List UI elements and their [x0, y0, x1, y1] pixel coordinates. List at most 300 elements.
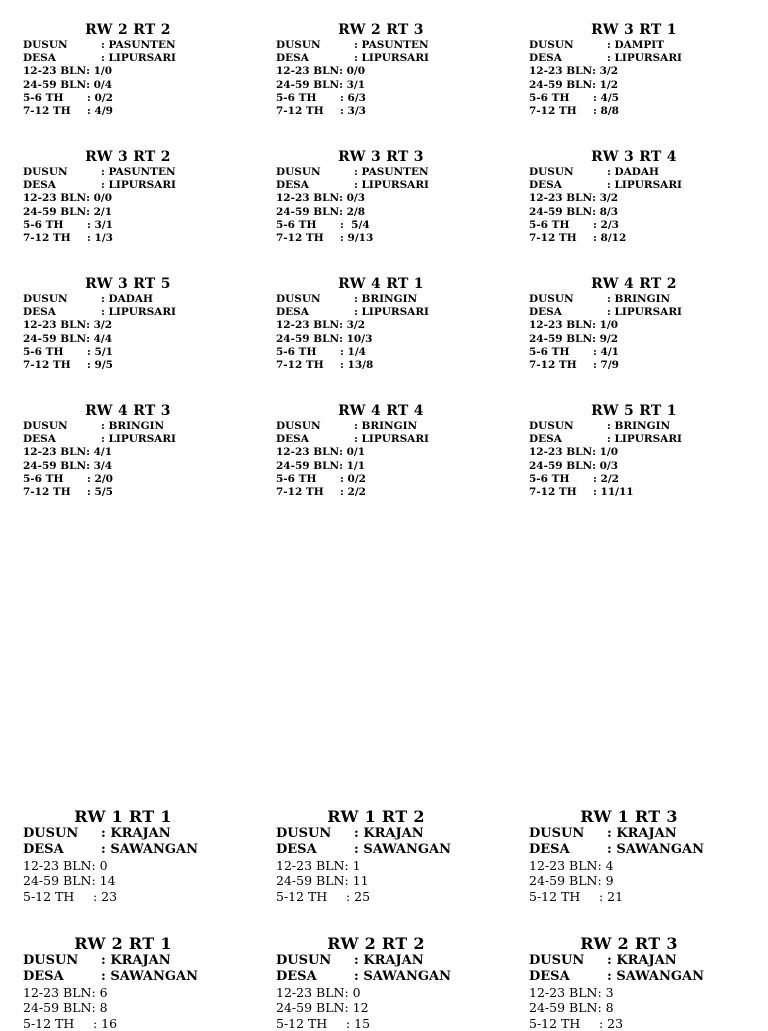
- card-title: RW 3 RT 3: [338, 149, 424, 165]
- age-24-59-row: [23, 873, 263, 888]
- desa-label: DESA: [23, 52, 56, 65]
- dusun-label: DUSUN: [529, 953, 585, 968]
- dusun-label: DUSUN: [276, 293, 321, 305]
- age-12-23-row: [23, 446, 263, 459]
- age-12-23-label: 12-23 BLN: [23, 65, 87, 78]
- desa-value: : SAWANGAN: [101, 842, 198, 857]
- age-7-12-label: 7-12 TH: [529, 359, 577, 372]
- age-5-12-value: : 16: [93, 1015, 118, 1031]
- dusun-row: [23, 420, 263, 433]
- age-12-23-label: 12-23 BLN: [276, 319, 340, 332]
- desa-value: : LIPURSARI: [607, 433, 682, 446]
- dusun-row: [529, 166, 768, 179]
- age-7-12-label: 7-12 TH: [276, 105, 324, 118]
- age-5-6-label: 5-6 TH: [276, 218, 317, 231]
- age-7-12-value: : 9/13: [340, 232, 374, 245]
- age-5-12-value: : 23: [599, 1015, 624, 1031]
- age-24-59-value: : 1/2: [592, 78, 619, 91]
- age-7-12-value: : 3/3: [340, 105, 366, 118]
- age-24-59-label: 24-59 BLN: [276, 873, 345, 889]
- dusun-label: DUSUN: [23, 953, 79, 968]
- age-7-12-value: : 8/8: [593, 105, 619, 118]
- age-24-59-row: [276, 79, 516, 92]
- age-7-12-label: 7-12 TH: [529, 232, 577, 245]
- rw-rt-card: [529, 807, 768, 904]
- rw-rt-card: [23, 22, 263, 118]
- dusun-row: [23, 953, 263, 969]
- age-7-12-label: 7-12 TH: [276, 232, 324, 245]
- desa-row: [529, 179, 768, 192]
- age-12-23-row: [23, 192, 263, 205]
- age-5-6-label: 5-6 TH: [23, 472, 64, 485]
- age-5-6-label: 5-6 TH: [23, 218, 64, 231]
- age-24-59-label: 24-59 BLN: [529, 459, 593, 472]
- age-5-6-row: [276, 346, 516, 359]
- age-12-23-label: 12-23 BLN: [529, 319, 593, 332]
- age-24-59-row: [23, 206, 263, 219]
- desa-label: DESA: [529, 179, 562, 192]
- age-7-12-row: [529, 359, 768, 372]
- age-12-23-value: : 3/2: [592, 192, 619, 205]
- age-5-12-label: 5-12 TH: [529, 1015, 581, 1031]
- age-5-6-value: : 3/1: [87, 218, 113, 231]
- age-24-59-value: : 2/8: [339, 205, 366, 218]
- age-7-12-row: [23, 359, 263, 372]
- dusun-label: DUSUN: [276, 166, 321, 178]
- age-5-6-value: : 2/0: [87, 472, 113, 485]
- age-5-6-label: 5-6 TH: [23, 345, 64, 358]
- age-7-12-label: 7-12 TH: [23, 105, 71, 118]
- age-12-23-value: : 4/1: [86, 446, 113, 459]
- age-24-59-value: : 2/1: [86, 205, 113, 218]
- desa-value: : LIPURSARI: [607, 52, 682, 65]
- age-7-12-row: [276, 486, 516, 499]
- age-24-59-label: 24-59 BLN: [276, 78, 340, 91]
- age-12-23-value: : 6: [91, 985, 108, 1000]
- age-24-59-value: : 8/3: [592, 205, 619, 218]
- age-7-12-row: [276, 359, 516, 372]
- desa-label: DESA: [529, 842, 570, 857]
- age-12-23-row: [529, 65, 768, 78]
- dusun-label: DUSUN: [529, 420, 574, 432]
- age-5-6-label: 5-6 TH: [529, 472, 570, 485]
- desa-label: DESA: [529, 52, 562, 65]
- age-5-12-value: : 23: [93, 888, 118, 904]
- age-12-23-value: : 3/2: [339, 319, 366, 332]
- age-5-12-row: [529, 889, 768, 904]
- age-12-23-row: [529, 192, 768, 205]
- desa-row: [529, 969, 768, 985]
- age-7-12-row: [23, 486, 263, 499]
- desa-row: [529, 433, 768, 446]
- age-5-12-value: : 25: [346, 888, 371, 904]
- card-title: RW 2 RT 2: [327, 934, 425, 953]
- age-5-6-row: [276, 92, 516, 105]
- age-12-23-row: [529, 446, 768, 459]
- desa-label: DESA: [23, 306, 56, 319]
- desa-label: DESA: [23, 179, 56, 192]
- desa-value: : LIPURSARI: [101, 179, 176, 192]
- dusun-value: : KRAJAN: [607, 953, 677, 968]
- age-7-12-value: : 13/8: [340, 359, 374, 372]
- age-24-59-label: 24-59 BLN: [529, 873, 598, 889]
- desa-row: [276, 969, 516, 985]
- age-24-59-row: [529, 206, 768, 219]
- dusun-value: : BRINGIN: [607, 293, 671, 305]
- dusun-value: : KRAJAN: [101, 826, 171, 841]
- dusun-value: : BRINGIN: [354, 420, 418, 432]
- age-24-59-label: 24-59 BLN: [276, 205, 340, 218]
- age-12-23-label: 12-23 BLN: [23, 858, 92, 873]
- age-7-12-value: : 8/12: [593, 232, 627, 245]
- age-5-12-row: [529, 1016, 768, 1031]
- dusun-label: DUSUN: [23, 420, 68, 432]
- age-5-6-value: : 2/3: [593, 218, 619, 231]
- age-24-59-label: 24-59 BLN: [276, 459, 340, 472]
- age-24-59-row: [276, 460, 516, 473]
- dusun-label: DUSUN: [23, 39, 68, 51]
- desa-row: [529, 52, 768, 65]
- age-24-59-value: : 0/3: [592, 459, 619, 472]
- age-12-23-value: : 3/2: [592, 65, 619, 78]
- dusun-row: [276, 293, 516, 306]
- rw-rt-card: [276, 276, 516, 372]
- age-24-59-row: [23, 1000, 263, 1015]
- dusun-row: [23, 166, 263, 179]
- age-12-23-label: 12-23 BLN: [23, 192, 87, 205]
- card-title: RW 4 RT 2: [591, 276, 677, 292]
- card-title: RW 2 RT 2: [85, 22, 171, 38]
- dusun-value: : PASUNTEN: [354, 39, 429, 51]
- age-12-23-label: 12-23 BLN: [276, 446, 340, 459]
- card-title: RW 3 RT 4: [591, 149, 677, 165]
- rw-rt-card: [276, 149, 516, 245]
- age-5-12-row: [23, 1016, 263, 1031]
- age-7-12-label: 7-12 TH: [23, 486, 71, 499]
- dusun-value: : KRAJAN: [354, 953, 424, 968]
- age-12-23-row: [276, 65, 516, 78]
- desa-label: DESA: [276, 842, 317, 857]
- dusun-row: [529, 953, 768, 969]
- age-24-59-row: [23, 333, 263, 346]
- age-12-23-row: [23, 65, 263, 78]
- age-5-6-row: [23, 92, 263, 105]
- desa-row: [23, 842, 263, 858]
- age-24-59-value: : 4/4: [86, 332, 113, 345]
- age-12-23-label: 12-23 BLN: [529, 985, 598, 1000]
- dusun-value: : BRINGIN: [101, 420, 165, 432]
- desa-label: DESA: [276, 52, 309, 65]
- desa-label: DESA: [529, 433, 562, 446]
- age-12-23-value: : 3/2: [86, 319, 113, 332]
- age-24-59-row: [529, 333, 768, 346]
- age-12-23-row: [276, 985, 516, 1000]
- age-7-12-row: [276, 105, 516, 118]
- age-12-23-row: [529, 985, 768, 1000]
- age-12-23-label: 12-23 BLN: [23, 985, 92, 1000]
- age-12-23-value: : 0: [91, 858, 108, 873]
- age-7-12-row: [23, 105, 263, 118]
- age-24-59-label: 24-59 BLN: [276, 1000, 345, 1016]
- desa-value: : LIPURSARI: [101, 52, 176, 65]
- age-7-12-value: : 9/5: [87, 359, 113, 372]
- age-5-6-value: : 1/4: [340, 345, 366, 358]
- age-24-59-value: : 1/1: [339, 459, 366, 472]
- age-24-59-value: : 12: [344, 1000, 369, 1016]
- age-5-6-row: [276, 473, 516, 486]
- card-title: RW 3 RT 2: [85, 149, 171, 165]
- age-24-59-label: 24-59 BLN: [23, 205, 87, 218]
- dusun-value: : BRINGIN: [354, 293, 418, 305]
- age-24-59-value: : 10/3: [339, 332, 373, 345]
- desa-value: : SAWANGAN: [354, 969, 451, 984]
- desa-value: : LIPURSARI: [607, 179, 682, 192]
- age-5-6-row: [23, 219, 263, 232]
- age-24-59-row: [529, 460, 768, 473]
- desa-row: [23, 306, 263, 319]
- dusun-label: DUSUN: [529, 166, 574, 178]
- age-12-23-row: [276, 192, 516, 205]
- age-7-12-label: 7-12 TH: [276, 359, 324, 372]
- age-5-6-value: : 4/5: [593, 91, 619, 104]
- desa-row: [276, 433, 516, 446]
- desa-label: DESA: [276, 969, 317, 984]
- age-5-6-value: : 2/2: [593, 472, 619, 485]
- age-7-12-value: : 1/3: [87, 232, 113, 245]
- age-5-6-label: 5-6 TH: [529, 91, 570, 104]
- age-24-59-label: 24-59 BLN: [529, 78, 593, 91]
- rw-rt-card: [276, 934, 516, 1031]
- desa-row: [276, 179, 516, 192]
- age-7-12-value: : 2/2: [340, 486, 366, 499]
- desa-label: DESA: [276, 306, 309, 319]
- desa-row: [276, 306, 516, 319]
- age-24-59-row: [276, 206, 516, 219]
- age-12-23-value: : 4: [597, 858, 614, 873]
- age-12-23-label: 12-23 BLN: [276, 858, 345, 873]
- age-12-23-value: : 1/0: [86, 65, 113, 78]
- age-24-59-row: [529, 1000, 768, 1015]
- dusun-value: : KRAJAN: [354, 826, 424, 841]
- age-24-59-value: : 3/1: [339, 78, 366, 91]
- age-24-59-label: 24-59 BLN: [529, 332, 593, 345]
- dusun-row: [23, 826, 263, 842]
- dusun-label: DUSUN: [276, 953, 332, 968]
- age-7-12-value: : 4/9: [87, 105, 113, 118]
- desa-label: DESA: [529, 969, 570, 984]
- card-title: RW 2 RT 1: [74, 934, 172, 953]
- desa-row: [23, 433, 263, 446]
- age-5-6-label: 5-6 TH: [529, 218, 570, 231]
- age-5-6-row: [276, 219, 516, 232]
- rw-rt-card: [23, 934, 263, 1031]
- age-12-23-label: 12-23 BLN: [276, 65, 340, 78]
- age-24-59-row: [276, 333, 516, 346]
- age-5-6-label: 5-6 TH: [276, 345, 317, 358]
- desa-label: DESA: [23, 969, 64, 984]
- age-7-12-label: 7-12 TH: [529, 105, 577, 118]
- age-12-23-value: : 0: [344, 985, 361, 1000]
- desa-value: : LIPURSARI: [354, 433, 429, 446]
- age-24-59-label: 24-59 BLN: [23, 873, 92, 889]
- desa-value: : SAWANGAN: [607, 969, 704, 984]
- age-7-12-value: : 5/5: [87, 486, 113, 499]
- age-24-59-label: 24-59 BLN: [276, 332, 340, 345]
- age-12-23-value: : 0/1: [339, 446, 366, 459]
- desa-label: DESA: [529, 306, 562, 319]
- dusun-value: : PASUNTEN: [101, 166, 176, 178]
- dusun-label: DUSUN: [529, 293, 574, 305]
- desa-row: [276, 52, 516, 65]
- desa-row: [276, 842, 516, 858]
- age-24-59-row: [276, 873, 516, 888]
- age-5-12-label: 5-12 TH: [23, 1015, 75, 1031]
- rw-rt-card: [23, 276, 263, 372]
- age-5-12-row: [276, 889, 516, 904]
- age-5-12-label: 5-12 TH: [276, 888, 328, 904]
- desa-label: DESA: [23, 433, 56, 446]
- age-24-59-label: 24-59 BLN: [23, 459, 87, 472]
- age-12-23-label: 12-23 BLN: [23, 319, 87, 332]
- age-24-59-label: 24-59 BLN: [23, 1000, 92, 1016]
- desa-value: : LIPURSARI: [101, 306, 176, 319]
- age-12-23-value: : 1: [344, 858, 361, 873]
- age-12-23-value: : 3: [597, 985, 614, 1000]
- age-24-59-value: : 3/4: [86, 459, 113, 472]
- dusun-row: [23, 293, 263, 306]
- rw-rt-card: [529, 149, 768, 245]
- age-5-6-row: [529, 346, 768, 359]
- dusun-value: : BRINGIN: [607, 420, 671, 432]
- age-24-59-value: : 11: [344, 873, 369, 889]
- desa-value: : LIPURSARI: [607, 306, 682, 319]
- age-5-12-label: 5-12 TH: [23, 888, 75, 904]
- dusun-value: : DADAH: [101, 293, 153, 305]
- age-12-23-label: 12-23 BLN: [529, 858, 598, 873]
- card-title: RW 3 RT 5: [85, 276, 171, 292]
- age-5-6-row: [23, 346, 263, 359]
- card-title: RW 1 RT 3: [580, 807, 678, 826]
- dusun-label: DUSUN: [23, 826, 79, 841]
- age-7-12-label: 7-12 TH: [23, 232, 71, 245]
- card-title: RW 3 RT 1: [591, 22, 677, 38]
- age-5-6-label: 5-6 TH: [276, 472, 317, 485]
- age-5-6-value: : 0/2: [340, 472, 366, 485]
- age-24-59-value: : 14: [91, 873, 116, 889]
- age-12-23-label: 12-23 BLN: [529, 192, 593, 205]
- card-title: RW 2 RT 3: [338, 22, 424, 38]
- dusun-row: [276, 953, 516, 969]
- age-24-59-value: : 0/4: [86, 78, 113, 91]
- age-5-12-row: [276, 1016, 516, 1031]
- dusun-value: : DADAH: [607, 166, 659, 178]
- age-5-6-value: : 0/2: [87, 91, 113, 104]
- card-title: RW 2 RT 3: [580, 934, 678, 953]
- dusun-label: DUSUN: [529, 39, 574, 51]
- rw-rt-card: [23, 403, 263, 499]
- age-5-6-label: 5-6 TH: [23, 91, 64, 104]
- age-24-59-row: [529, 79, 768, 92]
- dusun-label: DUSUN: [276, 39, 321, 51]
- rw-rt-card: [276, 403, 516, 499]
- age-24-59-value: : 9/2: [592, 332, 619, 345]
- age-24-59-row: [276, 1000, 516, 1015]
- dusun-value: : DAMPIT: [607, 39, 665, 51]
- dusun-value: : PASUNTEN: [354, 166, 429, 178]
- age-12-23-row: [23, 985, 263, 1000]
- dusun-value: : KRAJAN: [607, 826, 677, 841]
- card-title: RW 1 RT 2: [327, 807, 425, 826]
- rw-rt-card: [529, 22, 768, 118]
- age-12-23-label: 12-23 BLN: [276, 192, 340, 205]
- age-24-59-label: 24-59 BLN: [23, 332, 87, 345]
- age-5-12-value: : 15: [346, 1015, 371, 1031]
- dusun-label: DUSUN: [23, 293, 68, 305]
- desa-row: [529, 306, 768, 319]
- age-12-23-row: [23, 319, 263, 332]
- age-12-23-value: : 0/0: [86, 192, 113, 205]
- age-7-12-row: [529, 486, 768, 499]
- age-12-23-row: [529, 319, 768, 332]
- age-7-12-value: : 7/9: [593, 359, 619, 372]
- age-12-23-label: 12-23 BLN: [529, 446, 593, 459]
- age-24-59-row: [23, 79, 263, 92]
- desa-row: [23, 969, 263, 985]
- age-7-12-value: : 11/11: [593, 486, 634, 499]
- age-7-12-row: [529, 105, 768, 118]
- dusun-row: [276, 166, 516, 179]
- desa-value: : SAWANGAN: [101, 969, 198, 984]
- age-5-12-value: : 21: [599, 888, 624, 904]
- age-12-23-row: [276, 858, 516, 873]
- age-7-12-row: [276, 232, 516, 245]
- age-24-59-row: [529, 873, 768, 888]
- dusun-row: [529, 39, 768, 52]
- age-24-59-label: 24-59 BLN: [529, 1000, 598, 1016]
- dusun-value: : KRAJAN: [101, 953, 171, 968]
- age-5-6-value: : 6/3: [340, 91, 366, 104]
- dusun-label: DUSUN: [276, 826, 332, 841]
- age-12-23-row: [276, 319, 516, 332]
- rw-rt-card: [529, 403, 768, 499]
- rw-rt-card: [276, 807, 516, 904]
- dusun-value: : PASUNTEN: [101, 39, 176, 51]
- age-12-23-value: : 0/3: [339, 192, 366, 205]
- desa-value: : SAWANGAN: [607, 842, 704, 857]
- age-5-6-row: [529, 92, 768, 105]
- age-24-59-row: [23, 460, 263, 473]
- desa-value: : LIPURSARI: [354, 179, 429, 192]
- dusun-row: [23, 39, 263, 52]
- card-title: RW 4 RT 4: [338, 403, 424, 419]
- dusun-row: [529, 420, 768, 433]
- age-7-12-label: 7-12 TH: [23, 359, 71, 372]
- age-5-6-row: [529, 473, 768, 486]
- age-5-6-label: 5-6 TH: [276, 91, 317, 104]
- desa-value: : SAWANGAN: [354, 842, 451, 857]
- card-title: RW 4 RT 1: [338, 276, 424, 292]
- card-title: RW 5 RT 1: [591, 403, 677, 419]
- card-title: RW 4 RT 3: [85, 403, 171, 419]
- age-24-59-label: 24-59 BLN: [23, 78, 87, 91]
- age-24-59-value: : 8: [91, 1000, 108, 1016]
- dusun-label: DUSUN: [276, 420, 321, 432]
- desa-label: DESA: [276, 179, 309, 192]
- age-7-12-label: 7-12 TH: [529, 486, 577, 499]
- age-5-12-row: [23, 889, 263, 904]
- desa-row: [529, 842, 768, 858]
- age-7-12-row: [23, 232, 263, 245]
